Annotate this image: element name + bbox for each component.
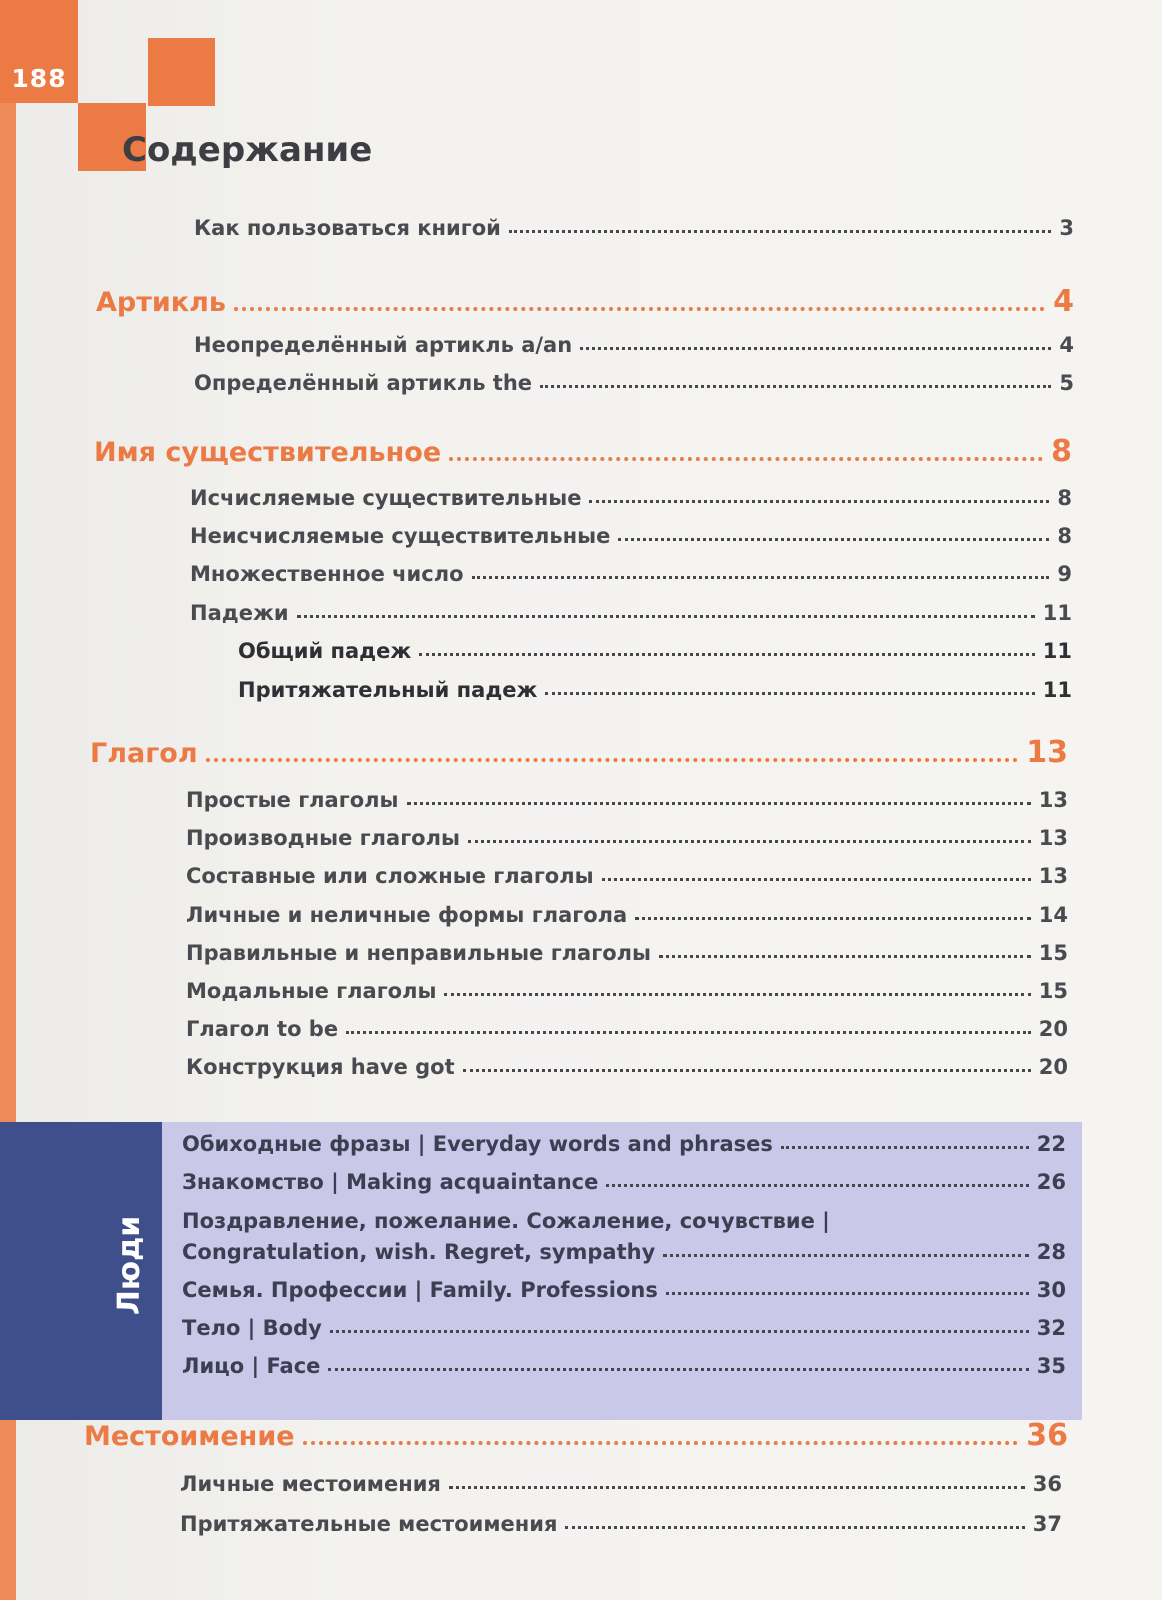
page-number: 188: [11, 64, 67, 93]
toc-entry[interactable]: [238, 639, 1072, 663]
toc-entry-label: Как пользоваться книгой: [194, 216, 501, 240]
toc-entry-page: 5: [1059, 371, 1074, 395]
toc-entry[interactable]: [194, 216, 1074, 240]
toc-entry-label: Конструкция have got: [186, 1055, 455, 1079]
topic-box-label: Люди: [112, 1215, 147, 1315]
toc-entry[interactable]: [190, 486, 1072, 510]
toc-entry-page: 20: [1038, 1017, 1068, 1041]
toc-entry-page: 14: [1038, 903, 1068, 927]
toc-entry[interactable]: [190, 524, 1072, 548]
toc-entry[interactable]: [186, 1017, 1068, 1041]
toc-entry[interactable]: [186, 864, 1068, 888]
toc-entry-label: Семья. Профессии | Family. Professions: [182, 1278, 658, 1302]
toc-entry-page: 13: [1038, 864, 1068, 888]
toc-entry-page: 22: [1036, 1132, 1066, 1156]
toc-entry-label: Множественное число: [190, 562, 464, 586]
toc-entry-page: 37: [1032, 1512, 1062, 1536]
toc-entry[interactable]: [186, 903, 1068, 927]
toc-entry[interactable]: [180, 1472, 1062, 1496]
toc-entry[interactable]: [238, 678, 1072, 702]
toc-entry-label: Простые глаголы: [186, 788, 399, 812]
toc-entry-label: Лицо | Face: [182, 1354, 321, 1378]
toc-entry-label: Производные глаголы: [186, 826, 460, 850]
toc-entry[interactable]: [182, 1278, 1066, 1302]
toc-entry[interactable]: [186, 788, 1068, 812]
toc-section[interactable]: [84, 1418, 1068, 1453]
toc-section[interactable]: [90, 735, 1068, 770]
toc-entry-page: 9: [1057, 562, 1072, 586]
toc-entry[interactable]: [180, 1512, 1062, 1536]
toc-entry[interactable]: [194, 333, 1074, 357]
toc-entry-page: 11: [1042, 639, 1072, 663]
toc-entry[interactable]: [186, 826, 1068, 850]
toc-entry-label: Притяжательные местоимения: [180, 1512, 558, 1536]
toc-section-title: Местоимение: [84, 1421, 295, 1452]
toc-entry-page: 8: [1057, 524, 1072, 548]
toc-entry[interactable]: [182, 1170, 1066, 1194]
toc-entry[interactable]: [182, 1354, 1066, 1378]
toc-entry[interactable]: [190, 562, 1072, 586]
toc-section-title: Имя существительное: [94, 437, 442, 468]
toc-section-page: 36: [1026, 1418, 1068, 1453]
toc-entry-label: Неопределённый артикль a/an: [194, 333, 573, 357]
toc-entry-label: Правильные и неправильные глаголы: [186, 941, 651, 965]
toc-entry-page: 11: [1042, 601, 1072, 625]
toc-entry-label: Глагол to be: [186, 1017, 339, 1041]
toc-entry[interactable]: [182, 1316, 1066, 1340]
toc-entry[interactable]: [194, 371, 1074, 395]
toc-entry-page: 11: [1042, 678, 1072, 702]
toc-entry-label: Личные и неличные формы глагола: [186, 903, 628, 927]
toc-entry-label: Исчисляемые существительные: [190, 486, 582, 510]
toc-entry-label: Модальные глаголы: [186, 979, 437, 1003]
toc-entry-label: Тело | Body: [182, 1316, 322, 1340]
toc-entry-label: Определённый артикль the: [194, 371, 533, 395]
toc-entry[interactable]: [186, 979, 1068, 1003]
toc-section-page: 4: [1053, 284, 1074, 319]
toc-entry-page: 15: [1038, 941, 1068, 965]
toc-entry-page: 8: [1057, 486, 1072, 510]
toc-section[interactable]: [96, 284, 1074, 319]
toc-entry[interactable]: [186, 941, 1068, 965]
toc-entry-page: 26: [1036, 1170, 1066, 1194]
toc-entry-page: 32: [1036, 1316, 1066, 1340]
page-title: Содержание: [122, 130, 373, 170]
toc-section-page: 8: [1051, 434, 1072, 469]
toc-entry-label: Congratulation, wish. Regret, sympathy: [182, 1240, 656, 1264]
toc-entry[interactable]: [190, 601, 1072, 625]
toc-section[interactable]: [94, 434, 1072, 469]
toc-entry-label: Неисчисляемые существительные: [190, 524, 611, 548]
toc-entry-label: Составные или сложные глаголы: [186, 864, 594, 888]
toc-entry-label: Обиходные фразы | Everyday words and phrases: [182, 1132, 773, 1156]
toc-section-title: Глагол: [90, 738, 198, 769]
toc-entry-page: 30: [1036, 1278, 1066, 1302]
toc-entry-page: 4: [1059, 333, 1074, 357]
toc-entry[interactable]: [186, 1055, 1068, 1079]
toc-entry-label-line1: Поздравление, пожелание. Сожаление, сочувствие |: [182, 1209, 830, 1233]
toc-entry-page: 28: [1036, 1240, 1066, 1264]
toc-entry-label: Знакомство | Making acquaintance: [182, 1170, 599, 1194]
toc-entry-page: 15: [1038, 979, 1068, 1003]
toc-entry-page: 36: [1032, 1472, 1062, 1496]
toc-entry-label: Личные местоимения: [180, 1472, 441, 1496]
toc-entry-label: Падежи: [190, 601, 289, 625]
toc-entry[interactable]: [182, 1240, 1066, 1264]
toc-section-title: Артикль: [96, 287, 226, 318]
toc-entry-label: Притяжательный падеж: [238, 678, 538, 702]
toc-entry-page: 35: [1036, 1354, 1066, 1378]
toc-entry-page: 13: [1038, 826, 1068, 850]
toc-entry-page: 20: [1038, 1055, 1068, 1079]
toc-entry-page: 3: [1059, 216, 1074, 240]
decor-square: [148, 38, 215, 106]
toc-entry-label: Общий падеж: [238, 639, 412, 663]
toc-entry-page: 13: [1038, 788, 1068, 812]
toc-section-page: 13: [1026, 735, 1068, 770]
toc-entry[interactable]: [182, 1132, 1066, 1156]
